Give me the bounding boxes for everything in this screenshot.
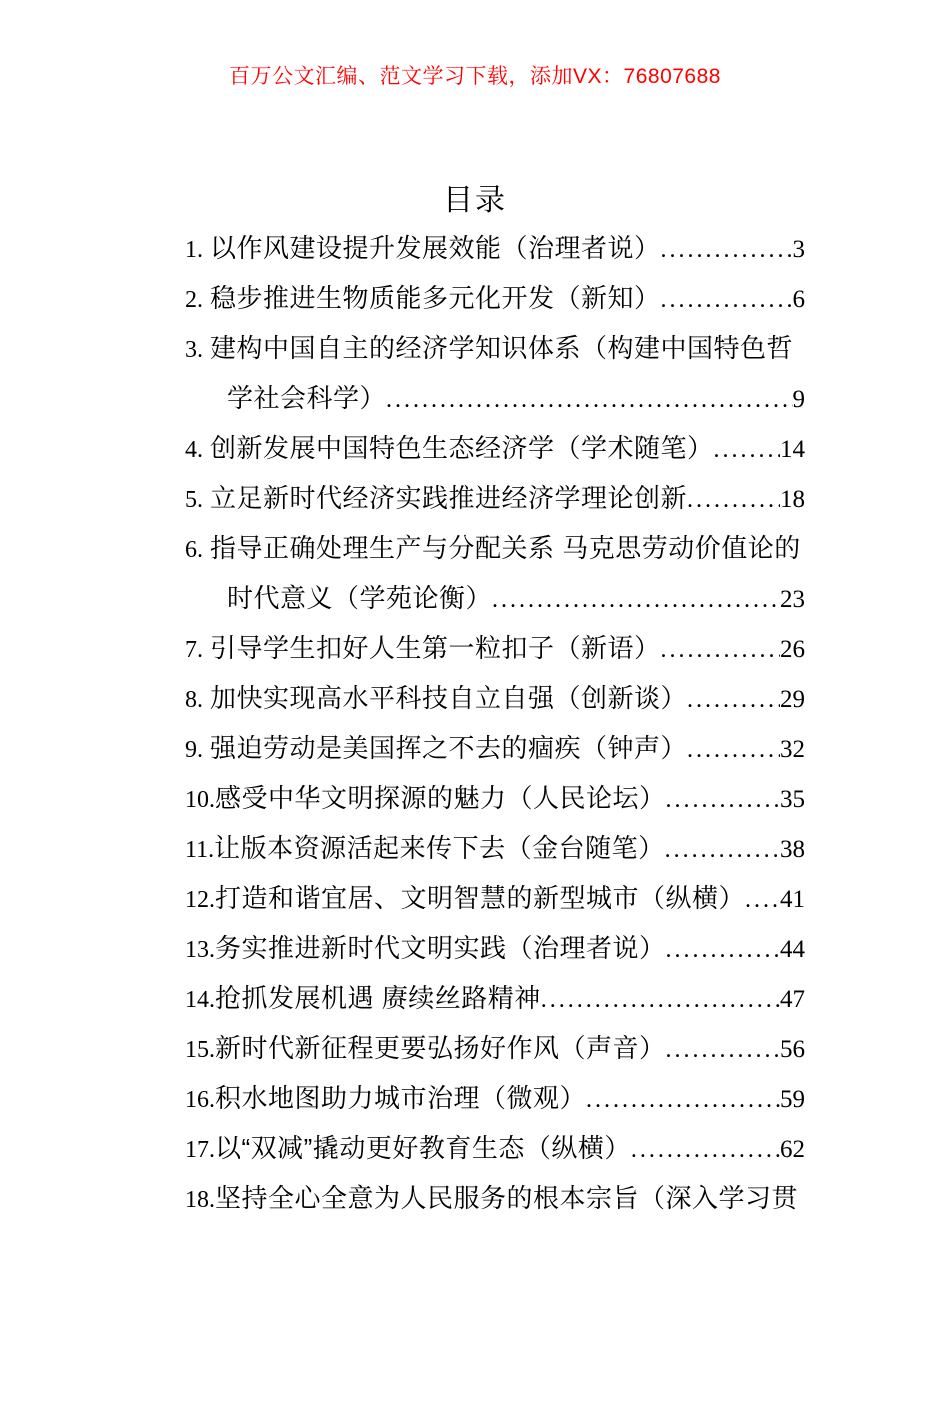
toc-entry-line[interactable] bbox=[185, 373, 805, 423]
toc-entry-title: 引导学生扣好人生第一粒扣子（新语） bbox=[210, 633, 661, 663]
toc-entry-title: 建构中国自主的经济学知识体系（构建中国特色哲 bbox=[210, 333, 794, 363]
dot-leader bbox=[631, 1125, 780, 1175]
toc-entry-number: 11. bbox=[185, 837, 215, 863]
toc-entry-number: 10. bbox=[185, 787, 215, 813]
toc-entry-title: 以作风建设提升发展效能（治理者说） bbox=[210, 233, 661, 263]
dot-leader bbox=[492, 575, 780, 625]
dot-leader bbox=[661, 225, 793, 275]
toc-entry-line[interactable] bbox=[185, 1023, 805, 1073]
toc-entry-title: 感受中华文明探源的魅力（人民论坛） bbox=[215, 783, 666, 813]
toc-page-number: 14 bbox=[780, 436, 805, 463]
toc-entry-number: 16. bbox=[185, 1087, 215, 1113]
toc-entry-line[interactable] bbox=[185, 773, 805, 823]
toc-entry-line[interactable] bbox=[185, 1073, 805, 1123]
toc-entry-line[interactable] bbox=[185, 423, 805, 473]
toc-page-number: 41 bbox=[780, 886, 805, 913]
toc-entry-title: 强迫劳动是美国挥之不去的痼疾（钟声） bbox=[210, 733, 688, 763]
dot-leader bbox=[714, 425, 780, 475]
toc-entry-title: 积水地图助力城市治理（微观） bbox=[215, 1083, 587, 1113]
toc-entry-title: 新时代新征程更要弘扬好作风（声音） bbox=[215, 1033, 666, 1063]
dot-leader bbox=[386, 375, 792, 425]
toc-entry-line[interactable] bbox=[185, 1123, 805, 1173]
toc-page-number: 32 bbox=[780, 736, 805, 763]
toc-entry-line[interactable] bbox=[185, 473, 805, 523]
toc-entry-line[interactable] bbox=[185, 323, 805, 373]
toc-entry-number: 17. bbox=[185, 1137, 215, 1163]
toc-entry-number: 7. bbox=[185, 637, 203, 663]
toc-page-number: 56 bbox=[780, 1036, 805, 1063]
dot-leader bbox=[745, 875, 780, 925]
toc-entry-number: 4. bbox=[185, 437, 203, 463]
toc-page-number: 38 bbox=[780, 836, 805, 863]
toc-entry-line[interactable] bbox=[185, 1173, 805, 1223]
toc-entry-number: 3. bbox=[185, 337, 203, 363]
toc-entry-number: 2. bbox=[185, 287, 203, 313]
toc-entry-line[interactable] bbox=[185, 623, 805, 673]
toc-entry-line[interactable] bbox=[185, 523, 805, 573]
toc-entry-line[interactable] bbox=[185, 873, 805, 923]
toc-entry-number: 18. bbox=[185, 1187, 215, 1213]
toc-page-number: 35 bbox=[780, 786, 805, 813]
toc-entry-title: 指导正确处理生产与分配关系 马克思劳动价值论的 bbox=[210, 533, 801, 563]
toc-page-number: 62 bbox=[780, 1136, 805, 1163]
toc-entry-line[interactable] bbox=[185, 923, 805, 973]
promo-banner-text: 百万公文汇编、范文学习下载，添加VX：76807688 bbox=[229, 65, 721, 88]
toc-entry-number: 12. bbox=[185, 887, 215, 913]
toc-entry-number: 13. bbox=[185, 937, 215, 963]
dot-leader bbox=[666, 1025, 780, 1075]
toc-entry-line[interactable] bbox=[185, 573, 805, 623]
toc-page-number: 47 bbox=[780, 986, 805, 1013]
toc-page-number: 44 bbox=[780, 936, 805, 963]
dot-leader bbox=[687, 725, 780, 775]
toc-entry-number: 9. bbox=[185, 737, 203, 763]
toc-entry-title: 稳步推进生物质能多元化开发（新知） bbox=[210, 283, 661, 313]
toc-page-number: 23 bbox=[780, 586, 805, 613]
toc-entry-line[interactable] bbox=[185, 273, 805, 323]
toc-entry-number: 5. bbox=[185, 487, 203, 513]
toc-entry-title: 让版本资源活起来传下去（金台随笔） bbox=[214, 833, 665, 863]
toc-entry-number: 1. bbox=[185, 237, 203, 263]
dot-leader bbox=[661, 625, 780, 675]
toc-entry-title: 立足新时代经济实践推进经济学理论创新 bbox=[210, 483, 688, 513]
toc-entry-title: 抢抓发展机遇 赓续丝路精神 bbox=[215, 983, 541, 1013]
toc-page-number: 3 bbox=[792, 236, 805, 263]
toc-entry-line[interactable] bbox=[185, 223, 805, 273]
toc-entry-line[interactable] bbox=[185, 823, 805, 873]
toc-entry-title: 学社会科学） bbox=[227, 383, 387, 413]
toc-entry-number: 6. bbox=[185, 537, 203, 563]
toc-page-number: 29 bbox=[780, 686, 805, 713]
dot-leader bbox=[586, 1075, 780, 1125]
toc-page-number: 9 bbox=[792, 386, 805, 413]
toc-page-number: 26 bbox=[780, 636, 805, 663]
toc-entry-title: 创新发展中国特色生态经济学（学术随笔） bbox=[210, 433, 714, 463]
toc-entry-line[interactable] bbox=[185, 723, 805, 773]
dot-leader bbox=[666, 775, 780, 825]
toc-entry-line[interactable] bbox=[185, 973, 805, 1023]
toc-entry-number: 14. bbox=[185, 987, 215, 1013]
dot-leader bbox=[541, 975, 780, 1025]
toc-entry-title: 打造和谐宜居、文明智慧的新型城市（纵横） bbox=[215, 883, 746, 913]
toc-page-number: 18 bbox=[780, 486, 805, 513]
dot-leader bbox=[687, 675, 780, 725]
toc-entry-number: 15. bbox=[185, 1037, 215, 1063]
toc-entry-title: 务实推进新时代文明实践（治理者说） bbox=[215, 933, 666, 963]
dot-leader bbox=[661, 275, 793, 325]
toc-page-number: 59 bbox=[780, 1086, 805, 1113]
toc-list bbox=[185, 223, 805, 1223]
dot-leader bbox=[666, 925, 780, 975]
toc-title: 目录 bbox=[443, 184, 507, 217]
toc-entry-title: 加快实现高水平科技自立自强（创新谈） bbox=[210, 683, 688, 713]
toc-entry-number: 8. bbox=[185, 687, 203, 713]
toc-page-number: 6 bbox=[792, 286, 805, 313]
toc-entry-title: 以“双减”撬动更好教育生态（纵横） bbox=[215, 1133, 631, 1163]
toc-entry-line[interactable] bbox=[185, 673, 805, 723]
dot-leader bbox=[687, 475, 780, 525]
toc-entry-title: 坚持全心全意为人民服务的根本宗旨（深入学习贯 bbox=[215, 1183, 799, 1213]
toc-entry-title: 时代意义（学苑论衡） bbox=[227, 583, 493, 613]
dot-leader bbox=[665, 825, 780, 875]
